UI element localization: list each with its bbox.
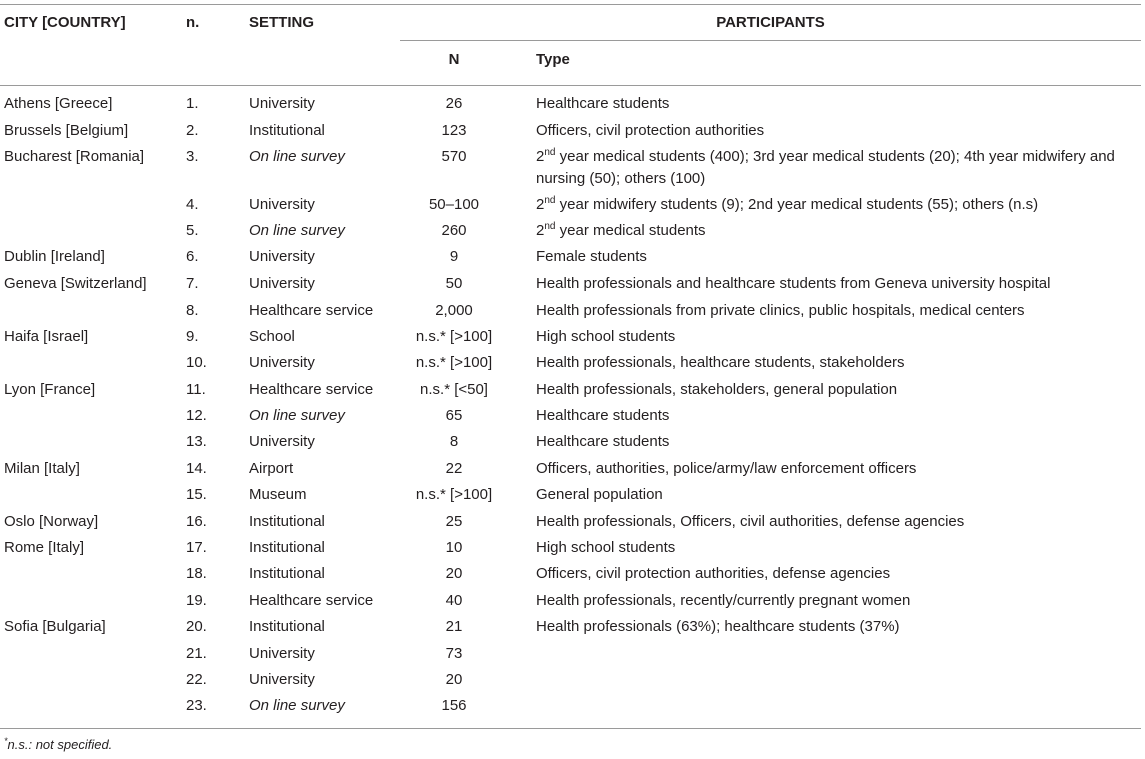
type-text: Officers, civil protection authorities (536, 122, 765, 139)
cell-participants-n: 260 (441, 222, 467, 239)
cell-setting: On line survey (249, 697, 345, 714)
header-participants-type: Type (536, 51, 570, 68)
cell-participants-n: 9 (449, 248, 459, 265)
cell-participants-n: 65 (445, 407, 463, 424)
cell-participants-type (536, 616, 900, 638)
type-text: Officers, authorities, police/army/law enforcement officers (536, 460, 917, 477)
cell-n: 3. (186, 148, 199, 165)
cell-n: 19. (186, 592, 207, 609)
cell-participants-n: 8 (449, 433, 459, 450)
cell-n: 11. (186, 381, 206, 398)
header-participants: PARTICIPANTS (716, 14, 825, 31)
cell-setting: University (249, 671, 315, 688)
type-text: Health professionals, stakeholders, general population (536, 381, 898, 398)
cell-participants-n: n.s.* [<50] (420, 381, 488, 398)
footnote (4, 737, 112, 752)
cell-participants-type (536, 120, 764, 142)
cell-participants-n: n.s.* [>100] (415, 328, 493, 345)
cell-n: 22. (186, 671, 207, 688)
cell-setting: Institutional (249, 618, 325, 635)
cell-setting: University (249, 354, 315, 371)
cell-participants-type (536, 194, 1038, 216)
cell-participants-type (536, 146, 1136, 190)
cell-setting: Museum (249, 486, 307, 503)
cell-setting: Healthcare service (249, 302, 374, 319)
cell-setting: School (249, 328, 295, 345)
type-ordinal-suffix: nd (544, 195, 556, 206)
top-rule (0, 4, 1141, 5)
type-text: Female students (536, 248, 647, 265)
type-text: High school students (536, 539, 676, 556)
header-participants-n: N (448, 51, 460, 68)
cell-participants-n: 156 (441, 697, 467, 714)
cell-city: Haifa [Israel] (4, 328, 89, 345)
cell-n: 12. (186, 407, 207, 424)
cell-n: 5. (186, 222, 199, 239)
cell-participants-n: 73 (445, 645, 463, 662)
cell-setting: Healthcare service (249, 592, 374, 609)
type-ordinal-number: 2 (536, 148, 545, 165)
type-text: Healthcare students (536, 433, 670, 450)
cell-participants-type (536, 273, 1050, 295)
cell-setting: University (249, 248, 315, 265)
cell-n: 18. (186, 565, 207, 582)
cell-participants-n: 20 (445, 565, 463, 582)
type-text: year medical students (555, 222, 706, 239)
cell-participants-type (536, 300, 1025, 322)
cell-participants-type (536, 590, 910, 612)
type-text: Officers, civil protection authorities, defense agencies (536, 565, 891, 582)
cell-n: 6. (186, 248, 199, 265)
cell-setting: University (249, 275, 315, 292)
cell-participants-n: 10 (445, 539, 463, 556)
cell-city: Rome [Italy] (4, 539, 85, 556)
footnote-text: n.s.: not specified. (7, 737, 113, 752)
cell-setting: Airport (249, 460, 294, 477)
table-bottom-rule (0, 728, 1141, 729)
cell-participants-n: 21 (445, 618, 463, 635)
cell-setting: University (249, 196, 315, 213)
header-setting: SETTING (249, 14, 315, 31)
cell-setting: University (249, 645, 315, 662)
cell-participants-n: 26 (445, 95, 463, 112)
cell-setting: On line survey (249, 148, 345, 165)
header-bottom-rule (0, 85, 1141, 86)
cell-n: 20. (186, 618, 207, 635)
type-text: Healthcare students (536, 95, 670, 112)
cell-n: 21. (186, 645, 207, 662)
cell-n: 8. (186, 302, 199, 319)
cell-setting: On line survey (249, 222, 345, 239)
type-text: Healthcare students (536, 407, 670, 424)
cell-city: Brussels [Belgium] (4, 122, 129, 139)
type-text: Health professionals, healthcare students, stakeholders (536, 354, 905, 371)
type-text: Health professionals from private clinics, public hospitals, medical centers (536, 302, 1025, 319)
cell-participants-type (536, 220, 706, 242)
cell-participants-n: 22 (445, 460, 463, 477)
cell-n: 13. (186, 433, 207, 450)
cell-participants-n: 40 (445, 592, 463, 609)
cell-n: 2. (186, 122, 199, 139)
cell-participants-type (536, 379, 897, 401)
cell-n: 23. (186, 697, 207, 714)
cell-participants-type (536, 431, 669, 453)
cell-setting: Healthcare service (249, 381, 374, 398)
cell-participants-n: 2,000 (435, 302, 473, 319)
type-text: General population (536, 486, 663, 503)
participants-rule (400, 40, 1141, 41)
cell-participants-n: 50 (445, 275, 463, 292)
cell-setting: Institutional (249, 513, 325, 530)
cell-city: Athens [Greece] (4, 95, 113, 112)
cell-city: Dublin [Ireland] (4, 248, 105, 265)
type-text: year medical students (400); 3rd year medical students (20); 4th year midwifery and nursing (50); others (100) (536, 148, 1115, 187)
cell-n: 4. (186, 196, 199, 213)
cell-n: 16. (186, 513, 207, 530)
cell-participants-type (536, 537, 675, 559)
cell-setting: Institutional (249, 122, 325, 139)
cell-setting: University (249, 95, 315, 112)
footnote-marker: * (4, 736, 8, 746)
header-city: CITY [COUNTRY] (4, 14, 126, 31)
type-text: High school students (536, 328, 676, 345)
cell-participants-type (536, 246, 647, 268)
cell-participants-n: 50–100 (428, 196, 480, 213)
cell-setting: On line survey (249, 407, 345, 424)
cell-participants-type (536, 484, 663, 506)
cell-n: 1. (186, 95, 199, 112)
cell-n: 15. (186, 486, 207, 503)
cell-participants-type (536, 563, 890, 585)
cell-participants-n: 20 (445, 671, 463, 688)
type-text: Health professionals, recently/currently pregnant women (536, 592, 911, 609)
cell-city: Lyon [France] (4, 381, 96, 398)
cell-n: 10. (186, 354, 207, 371)
cell-participants-type (536, 511, 964, 533)
cell-city: Milan [Italy] (4, 460, 80, 477)
type-ordinal-suffix: nd (544, 221, 556, 232)
cell-n: 9. (186, 328, 199, 345)
type-ordinal-number: 2 (536, 196, 545, 213)
header-n: n. (186, 14, 200, 31)
cell-participants-n: n.s.* [>100] (415, 354, 493, 371)
cell-setting: University (249, 433, 315, 450)
cell-n: 14. (186, 460, 207, 477)
cell-participants-n: n.s.* [>100] (415, 486, 493, 503)
cell-participants-type (536, 405, 669, 427)
cell-participants-type (536, 458, 916, 480)
cell-participants-n: 25 (445, 513, 463, 530)
type-ordinal-number: 2 (536, 222, 545, 239)
type-text: Health professionals and healthcare students from Geneva university hospital (536, 275, 1051, 292)
cell-participants-type (536, 326, 675, 348)
cell-city: Sofia [Bulgaria] (4, 618, 106, 635)
cell-n: 7. (186, 275, 199, 292)
cell-setting: Institutional (249, 565, 325, 582)
type-text: year midwifery students (9); 2nd year medical students (55); others (n.s) (555, 196, 1039, 213)
cell-city: Geneva [Switzerland] (4, 275, 147, 292)
cell-city: Oslo [Norway] (4, 513, 99, 530)
type-ordinal-suffix: nd (544, 147, 556, 158)
cell-setting: Institutional (249, 539, 325, 556)
cell-participants-n: 123 (441, 122, 467, 139)
cell-n: 17. (186, 539, 207, 556)
type-text: Health professionals, Officers, civil authorities, defense agencies (536, 513, 965, 530)
cell-participants-type (536, 352, 905, 374)
cell-participants-type (536, 93, 669, 115)
cell-participants-n: 570 (441, 148, 467, 165)
type-text: Health professionals (63%); healthcare students (37%) (536, 618, 900, 635)
cell-city: Bucharest [Romania] (4, 148, 145, 165)
